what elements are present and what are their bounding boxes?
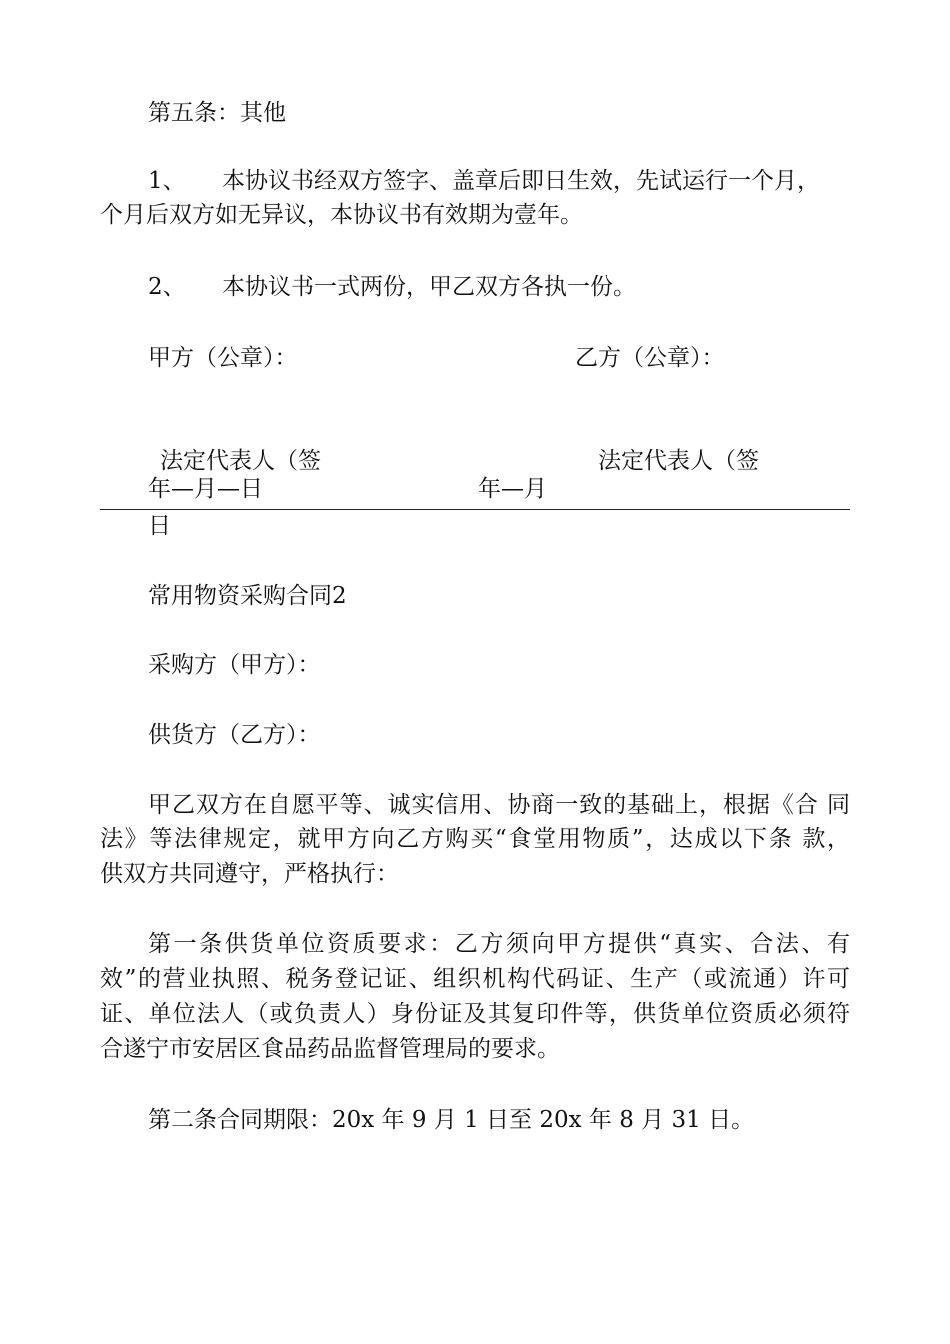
buyer-label: 采购方（甲方）： [148,652,321,678]
article5-item1-line1 [148,166,820,196]
party-b-seal: 乙方（公章）： [575,345,725,371]
supplier-label: 供货方（乙方）： [148,722,321,748]
signature-divider [100,509,850,510]
preamble-line1: 甲乙双方在自愿平等、诚实信用、协商一致的基础上，根据《合 同 [148,792,850,818]
party-a-date: 年—月—日 [148,476,263,502]
contract2-title: 常用物资采购合同2 [148,583,347,609]
article1-line3: 证、单位法人（或负责人）身份证及其复印件等，供货单位资质必须符 [100,1001,850,1027]
article5-item1-line2: 个月后双方如无异议，本协议书有效期为壹年。 [100,202,583,228]
article2-text: 第二条合同期限：20x 年 9 月 1 日至 20x 年 8 月 31 日。 [148,1107,755,1133]
article1-line1: 第一条供货单位资质要求：乙方须向甲方提供“真实、合法、有 [148,931,850,957]
preamble-line3: 供双方共同遵守，严格执行： [100,861,399,887]
article1-line2: 效”的营业执照、税务登记证、组织机构代码证、生产（或流通）许可 [100,966,850,992]
article5-heading: 第五条：其他 [148,100,286,126]
party-a-seal: 甲方（公章）： [148,345,298,371]
item1-number: 1、 [148,168,186,194]
date-tail: 日 [148,513,171,539]
item2-text: 本协议书一式两份，甲乙双方各执一份。 [222,274,636,300]
preamble-line2: 法》等法律规定，就甲方向乙方购买“食堂用物质”，达成以下条 款， [100,826,850,852]
article1-line4: 合遂宁市安居区食品药品监督管理局的要求。 [100,1036,560,1062]
item1-text-line1: 本协议书经双方签字、盖章后即日生效，先试运行一个月， [222,168,820,194]
party-b-date: 年—月 [478,476,547,502]
article5-item2 [148,272,636,302]
item2-number: 2、 [148,274,186,300]
party-a-rep: 法定代表人（签 [160,448,321,474]
party-b-rep: 法定代表人（签 [598,448,759,474]
